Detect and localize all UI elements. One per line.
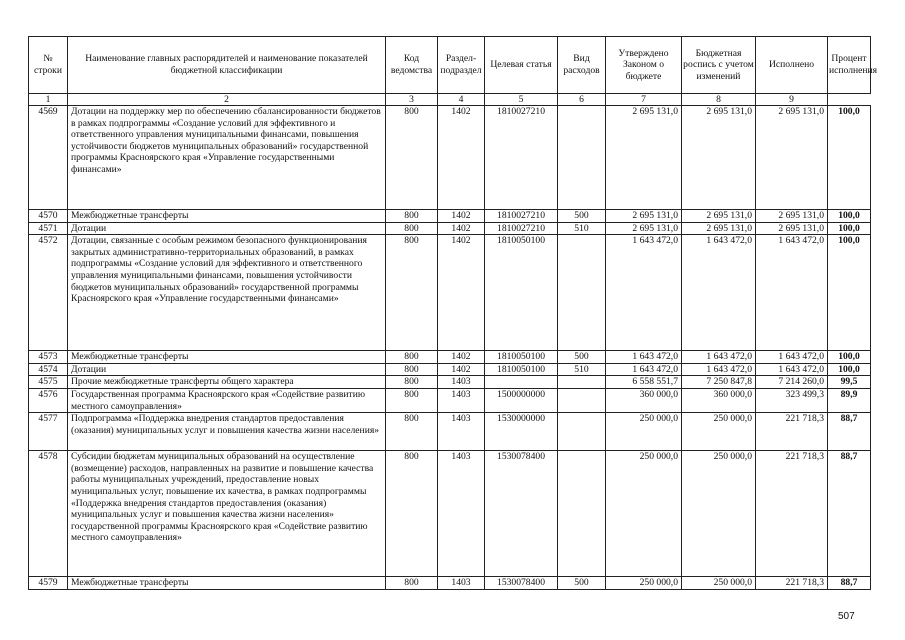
row-name: Субсидии бюджетам муниципальных образований на осуществление (возмещение) расходов, направленных на развитие и повышение качества работы муниципальных учреждений, предоставление новых муниципальных услуг, повышение их качества, в рамках подпрограммы «Поддержка внедрения стандартов предоставления (оказания) муниципальных услуг и повышения качества жизни населения» государственной программы Красноярского края «Содействие развитию местного самоуправления» [68, 451, 386, 577]
row-percent: 100,0 [828, 106, 871, 210]
table-row [29, 577, 871, 590]
row-approved: 2 695 131,0 [606, 222, 682, 235]
row-dept-code: 800 [386, 363, 438, 376]
row-name: Межбюджетные трансферты [68, 577, 386, 590]
row-percent: 100,0 [828, 222, 871, 235]
table-row [29, 210, 871, 223]
table-row [29, 363, 871, 376]
row-name: Межбюджетные трансферты [68, 351, 386, 364]
row-schedule: 2 695 131,0 [682, 222, 756, 235]
row-name: Подпрограмма «Поддержка внедрения стандартов предоставления (оказания) муниципальных услуг и повышения качества жизни населения» [68, 413, 386, 451]
table-row [29, 388, 871, 412]
row-percent: 100,0 [828, 363, 871, 376]
row-number: 4579 [29, 577, 68, 590]
table-row [29, 235, 871, 351]
header-executed: Исполнено [756, 37, 828, 94]
header-row-number: № строки [29, 37, 68, 94]
row-target: 1530078400 [485, 451, 558, 577]
row-number: 4571 [29, 222, 68, 235]
header-target: Целевая статья [485, 37, 558, 94]
row-executed: 1 643 472,0 [756, 363, 828, 376]
row-approved: 250 000,0 [606, 451, 682, 577]
row-section: 1402 [438, 222, 485, 235]
row-target: 1810027210 [485, 210, 558, 223]
row-dept-code: 800 [386, 413, 438, 451]
row-executed: 221 718,3 [756, 413, 828, 451]
row-expense-type [558, 413, 606, 451]
row-section: 1403 [438, 388, 485, 412]
row-target: 1810050100 [485, 363, 558, 376]
row-number: 4578 [29, 451, 68, 577]
row-number: 4575 [29, 376, 68, 389]
row-dept-code: 800 [386, 351, 438, 364]
row-name: Дотации [68, 222, 386, 235]
row-dept-code: 800 [386, 210, 438, 223]
row-schedule: 1 643 472,0 [682, 363, 756, 376]
row-name: Прочие межбюджетные трансферты общего характера [68, 376, 386, 389]
row-percent: 100,0 [828, 210, 871, 223]
column-number: 5 [485, 94, 558, 106]
column-number: 7 [606, 94, 682, 106]
table-row [29, 106, 871, 210]
row-section: 1402 [438, 351, 485, 364]
header-approved: Утверждено Законом о бюджете [606, 37, 682, 94]
row-target [485, 376, 558, 389]
row-approved: 1 643 472,0 [606, 351, 682, 364]
row-dept-code: 800 [386, 106, 438, 210]
column-number: 4 [438, 94, 485, 106]
row-target: 1500000000 [485, 388, 558, 412]
row-executed: 1 643 472,0 [756, 351, 828, 364]
row-number: 4569 [29, 106, 68, 210]
row-section: 1403 [438, 413, 485, 451]
column-number: 6 [558, 94, 606, 106]
column-number: 2 [68, 94, 386, 106]
row-target: 1810050100 [485, 351, 558, 364]
row-section: 1403 [438, 577, 485, 590]
table-row [29, 222, 871, 235]
row-approved: 250 000,0 [606, 577, 682, 590]
row-target: 1810027210 [485, 222, 558, 235]
row-schedule: 250 000,0 [682, 451, 756, 577]
row-expense-type: 510 [558, 363, 606, 376]
row-percent: 88,7 [828, 577, 871, 590]
row-executed: 7 214 260,0 [756, 376, 828, 389]
page-number: 507 [838, 611, 855, 622]
row-number: 4576 [29, 388, 68, 412]
row-executed: 1 643 472,0 [756, 235, 828, 351]
row-expense-type [558, 106, 606, 210]
row-expense-type [558, 388, 606, 412]
row-number: 4577 [29, 413, 68, 451]
row-expense-type: 500 [558, 577, 606, 590]
row-name: Дотации, связанные с особым режимом безопасного функционирования закрытых административно-территориальных образований, в рамках подпрограммы «Создание условий для эффективного и ответственного управления муниципальными финансами, повышения устойчивости бюджетов муниципальных образований» государственной программы Красноярского края «Управление государственными финансами» [68, 235, 386, 351]
row-approved: 2 695 131,0 [606, 210, 682, 223]
row-target: 1530000000 [485, 413, 558, 451]
row-schedule: 250 000,0 [682, 413, 756, 451]
row-schedule: 2 695 131,0 [682, 210, 756, 223]
row-percent: 88,7 [828, 451, 871, 577]
header-name: Наименование главных распорядителей и наименование показателей бюджетной классификации [68, 37, 386, 94]
row-approved: 1 643 472,0 [606, 363, 682, 376]
row-dept-code: 800 [386, 388, 438, 412]
header-schedule: Бюджетная роспись с учетом изменений [682, 37, 756, 94]
row-dept-code: 800 [386, 235, 438, 351]
row-section: 1402 [438, 106, 485, 210]
header-row [29, 37, 871, 94]
table-row [29, 376, 871, 389]
row-number: 4574 [29, 363, 68, 376]
row-expense-type: 500 [558, 351, 606, 364]
row-dept-code: 800 [386, 577, 438, 590]
row-target: 1530078400 [485, 577, 558, 590]
row-expense-type [558, 451, 606, 577]
row-section: 1402 [438, 235, 485, 351]
table-row [29, 413, 871, 451]
row-executed: 2 695 131,0 [756, 210, 828, 223]
row-approved: 360 000,0 [606, 388, 682, 412]
column-number: 1 [29, 94, 68, 106]
table-row [29, 451, 871, 577]
row-schedule: 360 000,0 [682, 388, 756, 412]
header-dept-code: Код ведомства [386, 37, 438, 94]
column-number: 8 [682, 94, 756, 106]
row-name: Межбюджетные трансферты [68, 210, 386, 223]
column-number: 9 [756, 94, 828, 106]
header-expense-type: Вид расходов [558, 37, 606, 94]
row-approved: 1 643 472,0 [606, 235, 682, 351]
row-section: 1402 [438, 363, 485, 376]
row-number: 4572 [29, 235, 68, 351]
row-dept-code: 800 [386, 451, 438, 577]
row-expense-type: 510 [558, 222, 606, 235]
row-section: 1403 [438, 451, 485, 577]
row-section: 1402 [438, 210, 485, 223]
row-executed: 2 695 131,0 [756, 106, 828, 210]
row-executed: 221 718,3 [756, 577, 828, 590]
row-section: 1403 [438, 376, 485, 389]
row-percent: 88,7 [828, 413, 871, 451]
column-number-row [29, 94, 871, 106]
row-number: 4570 [29, 210, 68, 223]
row-expense-type [558, 235, 606, 351]
row-percent: 100,0 [828, 235, 871, 351]
row-approved: 6 558 551,7 [606, 376, 682, 389]
budget-execution-table [28, 36, 878, 590]
row-name: Дотации [68, 363, 386, 376]
row-percent: 89,9 [828, 388, 871, 412]
row-dept-code: 800 [386, 222, 438, 235]
row-executed: 221 718,3 [756, 451, 828, 577]
row-schedule: 2 695 131,0 [682, 106, 756, 210]
row-target: 1810027210 [485, 106, 558, 210]
row-expense-type: 500 [558, 210, 606, 223]
row-expense-type [558, 376, 606, 389]
header-section: Раздел-подраздел [438, 37, 485, 94]
row-number: 4573 [29, 351, 68, 364]
row-approved: 2 695 131,0 [606, 106, 682, 210]
row-executed: 2 695 131,0 [756, 222, 828, 235]
column-number: 3 [386, 94, 438, 106]
row-executed: 323 499,3 [756, 388, 828, 412]
header-percent: Процент исполнения [828, 37, 871, 94]
row-schedule: 7 250 847,8 [682, 376, 756, 389]
row-percent: 99,5 [828, 376, 871, 389]
row-name: Дотации на поддержку мер по обеспечению сбалансированности бюджетов в рамках подпрограммы «Создание условий для эффективного и ответственного управления муниципальными финансами, повышения устойчивости бюджетов муниципальных образований» государственной программы Красноярского края «Управление государственными финансами» [68, 106, 386, 210]
row-approved: 250 000,0 [606, 413, 682, 451]
table-row [29, 351, 871, 364]
row-dept-code: 800 [386, 376, 438, 389]
row-percent: 100,0 [828, 351, 871, 364]
row-target: 1810050100 [485, 235, 558, 351]
row-schedule: 1 643 472,0 [682, 351, 756, 364]
row-schedule: 250 000,0 [682, 577, 756, 590]
row-schedule: 1 643 472,0 [682, 235, 756, 351]
row-name: Государственная программа Красноярского края «Содействие развитию местного самоуправления» [68, 388, 386, 412]
